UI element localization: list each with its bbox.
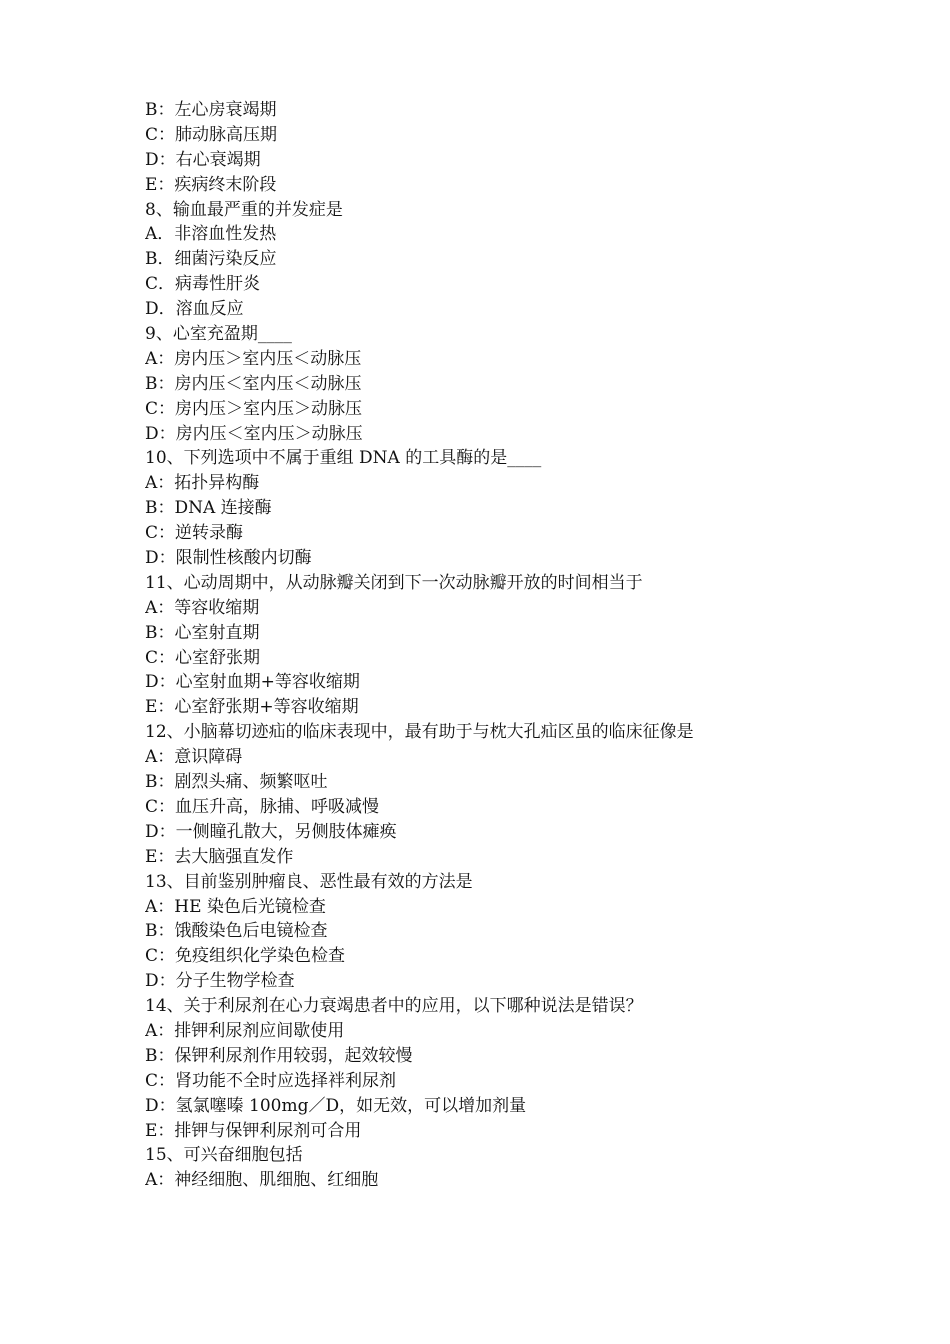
- text-line: D．溶血反应: [145, 299, 244, 320]
- text-line: A：房内压＞室内压＜动脉压: [145, 348, 362, 369]
- text-line: D：氢氯噻嗪 100mg／D，如无效，可以增加剂量: [145, 1095, 527, 1116]
- text-line: A：等容收缩期: [145, 597, 260, 618]
- text-line: B：保钾利尿剂作用较弱，起效较慢: [145, 1045, 413, 1066]
- question-list: [145, 98, 865, 1193]
- question-stem: 14、关于利尿剂在心力衰竭患者中的应用，以下哪种说法是错误？: [145, 996, 643, 1017]
- question-stem: 11、心动周期中，从动脉瓣关闭到下一次动脉瓣开放的时间相当于: [145, 572, 643, 593]
- text-line: A：拓扑异构酶: [145, 473, 260, 494]
- text-line: A：HE 染色后光镜检查: [145, 896, 326, 917]
- text-line: E：去大脑强直发作: [145, 846, 294, 867]
- text-line: C：免疫组织化学染色检查: [145, 946, 346, 967]
- text-line: D：右心衰竭期: [145, 149, 261, 170]
- text-line: C：心室舒张期: [145, 647, 261, 668]
- text-line: B．细菌污染反应: [145, 249, 277, 270]
- text-line: B：房内压＜室内压＜动脉压: [145, 373, 362, 394]
- text-line: C：逆转录酶: [145, 523, 244, 544]
- text-line: B：心室射直期: [145, 622, 260, 643]
- text-line: C．病毒性肝炎: [145, 274, 261, 295]
- text-line: A．非溶血性发热: [145, 224, 277, 245]
- text-line: B：DNA 连接酶: [145, 498, 272, 519]
- text-line: B：剧烈头痛、频繁呕吐: [145, 772, 328, 793]
- text-line: A：神经细胞、肌细胞、红细胞: [145, 1170, 379, 1191]
- text-line: C：血压升高，脉捕、呼吸减慢: [145, 796, 380, 817]
- text-line: C：房内压＞室内压＞动脉压: [145, 398, 363, 419]
- text-line: B：左心房衰竭期: [145, 100, 277, 120]
- text-line: A：意识障碍: [145, 747, 243, 768]
- text-line: D：房内压＜室内压＞动脉压: [145, 423, 363, 444]
- question-stem: 8、输血最严重的并发症是: [145, 199, 343, 220]
- text-line: E：心室舒张期+等容收缩期: [145, 697, 359, 718]
- text-line: B：饿酸染色后电镜检查: [145, 921, 328, 942]
- question-stem: 12、小脑幕切迹疝的临床表现中，最有助于与枕大孔疝区虽的临床征像是: [145, 722, 694, 743]
- text-line: E：疾病终末阶段: [145, 174, 277, 195]
- question-stem: 15、可兴奋细胞包括: [145, 1145, 303, 1166]
- text-line: C：肾功能不全时应选择袢利尿剂: [145, 1070, 397, 1091]
- question-stem: 13、目前鉴别肿瘤良、恶性最有效的方法是: [145, 871, 473, 892]
- text-line: A：排钾利尿剂应间歇使用: [145, 1020, 345, 1041]
- text-line: D：限制性核酸内切酶: [145, 548, 312, 569]
- question-stem: 9、心室充盈期____: [145, 324, 292, 345]
- text-line: D：分子生物学检查: [145, 971, 295, 992]
- text-line: C：肺动脉高压期: [145, 124, 278, 145]
- text-line: E：排钾与保钾利尿剂可合用: [145, 1120, 362, 1141]
- question-stem: 10、下列选项中不属于重组 DNA 的工具酶的是____: [145, 448, 542, 469]
- text-line: D：心室射血期+等容收缩期: [145, 672, 360, 693]
- text-line: D：一侧瞳孔散大，另侧肢体瘫痪: [145, 821, 397, 842]
